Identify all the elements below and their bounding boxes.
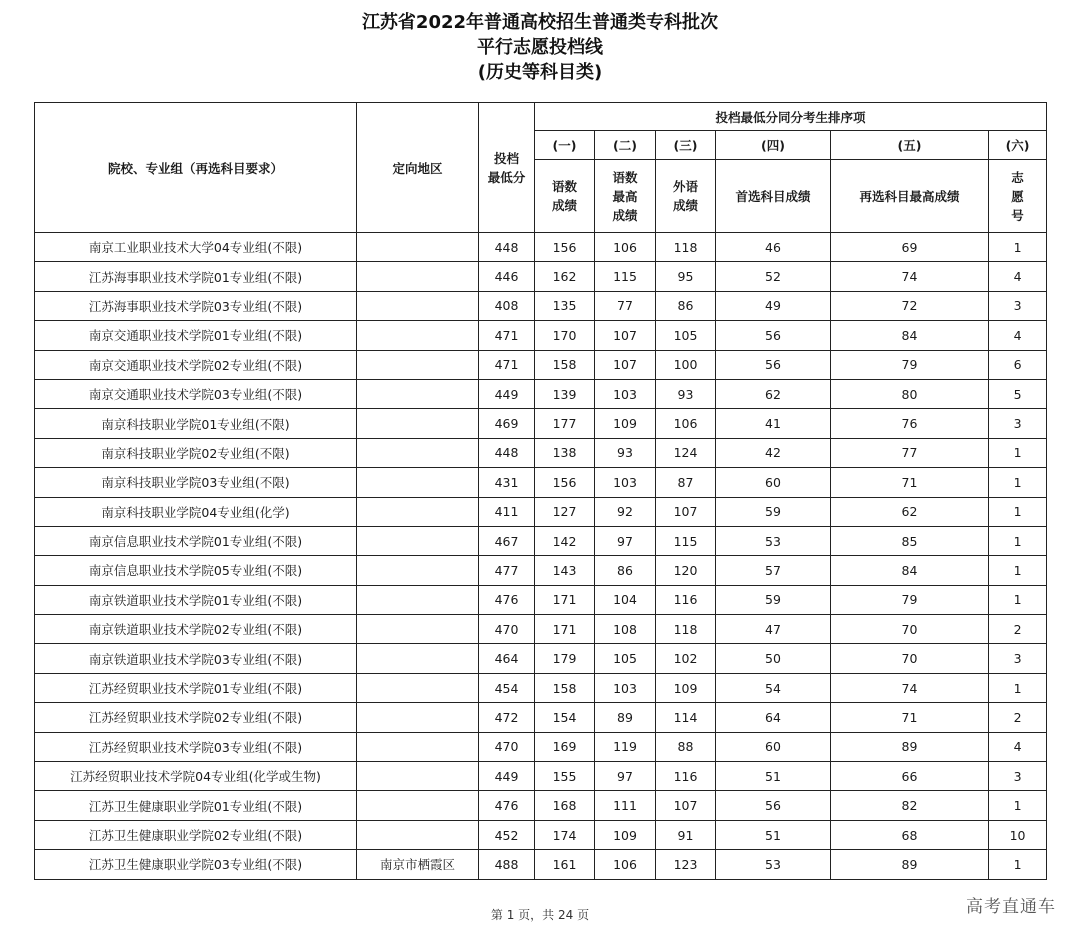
cell-c3: 93 [656, 379, 716, 408]
cell-school: 南京铁道职业技术学院01专业组(不限) [35, 585, 357, 614]
cell-c1: 158 [535, 673, 595, 702]
cell-c4: 59 [716, 497, 831, 526]
cell-c2: 107 [595, 350, 656, 379]
cell-c1: 169 [535, 732, 595, 761]
cell-region [357, 762, 479, 791]
cell-c6: 1 [989, 850, 1047, 879]
cell-c1: 127 [535, 497, 595, 526]
cell-region [357, 262, 479, 291]
cell-min: 408 [479, 291, 535, 320]
cell-c5: 69 [831, 233, 989, 262]
header-c4-no: (四) [716, 131, 831, 160]
cell-min: 488 [479, 850, 535, 879]
cell-c3: 86 [656, 291, 716, 320]
cell-min: 467 [479, 526, 535, 555]
cell-c3: 118 [656, 615, 716, 644]
cell-c6: 3 [989, 291, 1047, 320]
header-c5-no: (五) [831, 131, 989, 160]
cell-c4: 56 [716, 321, 831, 350]
cell-c1: 177 [535, 409, 595, 438]
cell-c3: 114 [656, 703, 716, 732]
cell-c1: 162 [535, 262, 595, 291]
cell-c1: 142 [535, 526, 595, 555]
cell-c5: 76 [831, 409, 989, 438]
cell-c5: 79 [831, 585, 989, 614]
cell-school: 江苏卫生健康职业学院02专业组(不限) [35, 820, 357, 849]
cell-c5: 79 [831, 350, 989, 379]
table-row [35, 820, 1047, 849]
cell-school: 南京科技职业学院02专业组(不限) [35, 438, 357, 467]
cell-c1: 170 [535, 321, 595, 350]
cell-c5: 74 [831, 673, 989, 702]
table-row [35, 556, 1047, 585]
cell-c4: 41 [716, 409, 831, 438]
score-table [34, 102, 1047, 880]
cell-c4: 42 [716, 438, 831, 467]
cell-school: 江苏海事职业技术学院03专业组(不限) [35, 291, 357, 320]
cell-region [357, 585, 479, 614]
table-row [35, 644, 1047, 673]
cell-c6: 10 [989, 820, 1047, 849]
watermark: 高考直通车 [966, 897, 1056, 917]
cell-c1: 168 [535, 791, 595, 820]
cell-c4: 60 [716, 732, 831, 761]
table-row [35, 703, 1047, 732]
cell-min: 471 [479, 350, 535, 379]
table-row [35, 585, 1047, 614]
cell-c5: 89 [831, 732, 989, 761]
cell-region: 南京市栖霞区 [357, 850, 479, 879]
cell-c6: 4 [989, 321, 1047, 350]
cell-c4: 56 [716, 350, 831, 379]
cell-school: 南京信息职业技术学院05专业组(不限) [35, 556, 357, 585]
cell-c2: 108 [595, 615, 656, 644]
cell-c4: 53 [716, 526, 831, 555]
cell-region [357, 703, 479, 732]
header-c1-no: (一) [535, 131, 595, 160]
cell-region [357, 233, 479, 262]
cell-c1: 171 [535, 585, 595, 614]
cell-school: 江苏卫生健康职业学院03专业组(不限) [35, 850, 357, 879]
cell-region [357, 526, 479, 555]
table-row [35, 262, 1047, 291]
cell-min: 472 [479, 703, 535, 732]
cell-c1: 158 [535, 350, 595, 379]
header-sort-group: 投档最低分同分考生排序项 [535, 103, 1047, 131]
cell-c3: 107 [656, 791, 716, 820]
cell-c2: 107 [595, 321, 656, 350]
cell-c6: 1 [989, 438, 1047, 467]
cell-region [357, 556, 479, 585]
cell-c5: 89 [831, 850, 989, 879]
cell-c4: 52 [716, 262, 831, 291]
cell-c2: 97 [595, 762, 656, 791]
cell-school: 南京工业职业技术大学04专业组(不限) [35, 233, 357, 262]
cell-c3: 105 [656, 321, 716, 350]
cell-region [357, 820, 479, 849]
cell-region [357, 497, 479, 526]
table-body [35, 233, 1047, 880]
header-c5: 再选科目最高成绩 [831, 160, 989, 233]
cell-c2: 103 [595, 379, 656, 408]
cell-c5: 66 [831, 762, 989, 791]
cell-c3: 95 [656, 262, 716, 291]
cell-c6: 1 [989, 791, 1047, 820]
cell-c2: 119 [595, 732, 656, 761]
table-row [35, 468, 1047, 497]
cell-c2: 103 [595, 673, 656, 702]
cell-c3: 120 [656, 556, 716, 585]
cell-min: 464 [479, 644, 535, 673]
cell-c2: 103 [595, 468, 656, 497]
cell-c6: 2 [989, 703, 1047, 732]
cell-c6: 3 [989, 409, 1047, 438]
cell-region [357, 732, 479, 761]
cell-c5: 71 [831, 703, 989, 732]
table-row [35, 850, 1047, 879]
cell-c2: 105 [595, 644, 656, 673]
cell-c4: 54 [716, 673, 831, 702]
cell-school: 南京科技职业学院01专业组(不限) [35, 409, 357, 438]
table-row [35, 673, 1047, 702]
cell-c6: 1 [989, 526, 1047, 555]
table-row [35, 732, 1047, 761]
cell-c5: 85 [831, 526, 989, 555]
cell-c1: 171 [535, 615, 595, 644]
cell-c3: 116 [656, 585, 716, 614]
cell-c3: 116 [656, 762, 716, 791]
cell-min: 448 [479, 438, 535, 467]
cell-min: 476 [479, 585, 535, 614]
header-c2-no: (二) [595, 131, 656, 160]
cell-c6: 1 [989, 556, 1047, 585]
header-region: 定向地区 [357, 103, 479, 233]
cell-c5: 71 [831, 468, 989, 497]
cell-min: 452 [479, 820, 535, 849]
cell-c4: 53 [716, 850, 831, 879]
cell-c6: 3 [989, 644, 1047, 673]
cell-min: 449 [479, 762, 535, 791]
cell-school: 南京信息职业技术学院01专业组(不限) [35, 526, 357, 555]
cell-c6: 1 [989, 673, 1047, 702]
cell-min: 477 [479, 556, 535, 585]
cell-c1: 161 [535, 850, 595, 879]
cell-school: 南京交通职业技术学院01专业组(不限) [35, 321, 357, 350]
cell-c1: 156 [535, 468, 595, 497]
cell-c2: 106 [595, 233, 656, 262]
table-row [35, 379, 1047, 408]
cell-c2: 92 [595, 497, 656, 526]
table-row [35, 350, 1047, 379]
cell-min: 454 [479, 673, 535, 702]
cell-c1: 139 [535, 379, 595, 408]
page-number: 第 1 页，共 24 页 [490, 908, 590, 922]
table-row [35, 791, 1047, 820]
cell-c3: 109 [656, 673, 716, 702]
cell-region [357, 350, 479, 379]
cell-c4: 56 [716, 791, 831, 820]
cell-c3: 107 [656, 497, 716, 526]
title-line-2: 平行志愿投档线 [477, 37, 603, 58]
table-row [35, 615, 1047, 644]
cell-school: 南京科技职业学院03专业组(不限) [35, 468, 357, 497]
table-row [35, 291, 1047, 320]
cell-c5: 70 [831, 644, 989, 673]
header-c6: 志 愿 号 [989, 160, 1047, 233]
table-row [35, 233, 1047, 262]
cell-c1: 156 [535, 233, 595, 262]
cell-min: 446 [479, 262, 535, 291]
cell-region [357, 409, 479, 438]
cell-c1: 154 [535, 703, 595, 732]
cell-min: 411 [479, 497, 535, 526]
cell-c1: 135 [535, 291, 595, 320]
table-row [35, 321, 1047, 350]
cell-c2: 93 [595, 438, 656, 467]
title-line-1: 江苏省2022年普通高校招生普通类专科批次 [361, 12, 719, 33]
cell-school: 南京铁道职业技术学院03专业组(不限) [35, 644, 357, 673]
cell-c6: 3 [989, 762, 1047, 791]
cell-c6: 5 [989, 379, 1047, 408]
cell-c4: 59 [716, 585, 831, 614]
cell-c3: 102 [656, 644, 716, 673]
cell-c4: 51 [716, 820, 831, 849]
cell-c4: 60 [716, 468, 831, 497]
header-c2: 语数 最高 成绩 [595, 160, 656, 233]
cell-school: 江苏经贸职业技术学院03专业组(不限) [35, 732, 357, 761]
cell-region [357, 791, 479, 820]
cell-c4: 47 [716, 615, 831, 644]
document-title [0, 10, 1080, 85]
cell-c5: 84 [831, 556, 989, 585]
cell-c4: 50 [716, 644, 831, 673]
cell-c6: 1 [989, 468, 1047, 497]
cell-min: 448 [479, 233, 535, 262]
cell-c3: 118 [656, 233, 716, 262]
title-line-3: (历史等科目类) [477, 62, 603, 83]
cell-min: 449 [479, 379, 535, 408]
cell-c2: 109 [595, 409, 656, 438]
cell-c6: 2 [989, 615, 1047, 644]
cell-c3: 123 [656, 850, 716, 879]
header-c1: 语数 成绩 [535, 160, 595, 233]
cell-c2: 97 [595, 526, 656, 555]
cell-c2: 106 [595, 850, 656, 879]
table-row [35, 497, 1047, 526]
cell-min: 470 [479, 732, 535, 761]
cell-region [357, 468, 479, 497]
header-c3-no: (三) [656, 131, 716, 160]
cell-c4: 57 [716, 556, 831, 585]
cell-school: 南京科技职业学院04专业组(化学) [35, 497, 357, 526]
cell-c2: 86 [595, 556, 656, 585]
cell-region [357, 321, 479, 350]
cell-c5: 82 [831, 791, 989, 820]
header-c4: 首选科目成绩 [716, 160, 831, 233]
cell-min: 476 [479, 791, 535, 820]
cell-c2: 115 [595, 262, 656, 291]
cell-c2: 77 [595, 291, 656, 320]
cell-min: 431 [479, 468, 535, 497]
cell-c3: 91 [656, 820, 716, 849]
cell-min: 469 [479, 409, 535, 438]
header-c3: 外语 成绩 [656, 160, 716, 233]
cell-region [357, 673, 479, 702]
cell-c5: 62 [831, 497, 989, 526]
cell-c5: 70 [831, 615, 989, 644]
cell-c4: 64 [716, 703, 831, 732]
cell-school: 江苏经贸职业技术学院02专业组(不限) [35, 703, 357, 732]
cell-school: 江苏经贸职业技术学院01专业组(不限) [35, 673, 357, 702]
table-row [35, 762, 1047, 791]
cell-c2: 109 [595, 820, 656, 849]
cell-c3: 115 [656, 526, 716, 555]
cell-c5: 77 [831, 438, 989, 467]
cell-region [357, 438, 479, 467]
cell-c3: 87 [656, 468, 716, 497]
cell-region [357, 379, 479, 408]
cell-min: 471 [479, 321, 535, 350]
cell-region [357, 644, 479, 673]
cell-c6: 1 [989, 233, 1047, 262]
cell-c6: 4 [989, 262, 1047, 291]
cell-school: 江苏海事职业技术学院01专业组(不限) [35, 262, 357, 291]
cell-c3: 106 [656, 409, 716, 438]
cell-c5: 72 [831, 291, 989, 320]
cell-c1: 138 [535, 438, 595, 467]
cell-c1: 179 [535, 644, 595, 673]
cell-c6: 1 [989, 497, 1047, 526]
cell-c6: 1 [989, 585, 1047, 614]
cell-school: 江苏卫生健康职业学院01专业组(不限) [35, 791, 357, 820]
cell-c4: 49 [716, 291, 831, 320]
cell-c3: 124 [656, 438, 716, 467]
cell-c1: 155 [535, 762, 595, 791]
cell-c4: 46 [716, 233, 831, 262]
cell-c6: 6 [989, 350, 1047, 379]
cell-school: 南京铁道职业技术学院02专业组(不限) [35, 615, 357, 644]
table-row [35, 526, 1047, 555]
cell-c2: 104 [595, 585, 656, 614]
cell-school: 南京交通职业技术学院03专业组(不限) [35, 379, 357, 408]
cell-c2: 111 [595, 791, 656, 820]
cell-c3: 100 [656, 350, 716, 379]
cell-region [357, 615, 479, 644]
cell-c1: 174 [535, 820, 595, 849]
header-min-score: 投档 最低分 [479, 103, 535, 233]
cell-c5: 68 [831, 820, 989, 849]
cell-c5: 74 [831, 262, 989, 291]
cell-c5: 80 [831, 379, 989, 408]
cell-c2: 89 [595, 703, 656, 732]
cell-c4: 62 [716, 379, 831, 408]
cell-c1: 143 [535, 556, 595, 585]
cell-c5: 84 [831, 321, 989, 350]
header-school: 院校、专业组（再选科目要求） [35, 103, 357, 233]
cell-min: 470 [479, 615, 535, 644]
table-row [35, 438, 1047, 467]
cell-c4: 51 [716, 762, 831, 791]
cell-region [357, 291, 479, 320]
cell-c6: 4 [989, 732, 1047, 761]
cell-school: 江苏经贸职业技术学院04专业组(化学或生物) [35, 762, 357, 791]
cell-school: 南京交通职业技术学院02专业组(不限) [35, 350, 357, 379]
cell-c3: 88 [656, 732, 716, 761]
header-c6-no: (六) [989, 131, 1047, 160]
table-row [35, 409, 1047, 438]
